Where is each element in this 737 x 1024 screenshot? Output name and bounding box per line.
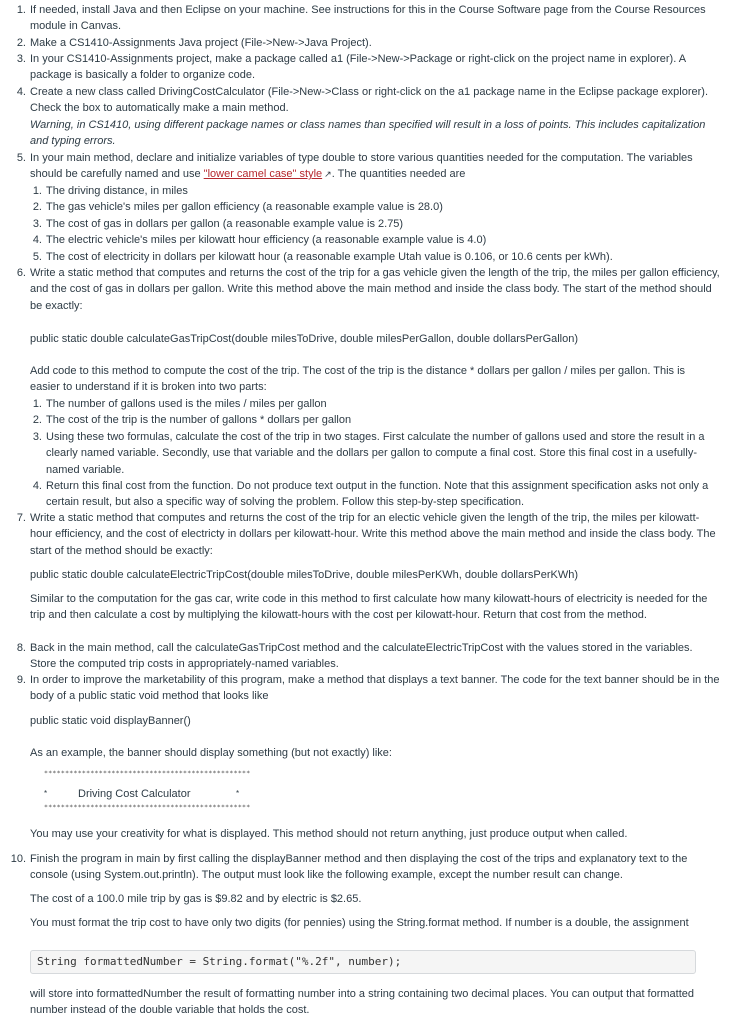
step-number: 9. [16, 674, 26, 686]
item-text: The electric vehicle's miles per kilowatt hour efficiency (a reasonable example value is 4.0) [46, 234, 487, 246]
item-number: 5. [32, 251, 42, 263]
item-number: 3. [32, 431, 42, 443]
list-item [32, 396, 722, 412]
step-10-paragraph-2: will store into formattedNumber the result of formatting number into a string containing two decimal places. You can output that formatted number instead of the double variable that holds the cost. [30, 988, 695, 1017]
warning-note: Warning, in CS1410, using different package names or class names than specified will result in a loss of points. This includes capitalization and typing errors. [30, 119, 706, 148]
example-output: The cost of a 100.0 mile trip by gas is $9.82 and by electric is $2.65. [30, 893, 362, 905]
step-text: Make a CS1410-Assignments Java project (File->New->Java Project). [30, 37, 372, 49]
item-number: 3. [32, 218, 42, 230]
list-item [32, 232, 722, 248]
step-number: 2. [16, 37, 26, 49]
step-number: 3. [16, 53, 26, 65]
list-item [32, 183, 722, 199]
item-number: 1. [32, 185, 42, 197]
step-text-end: . The quantities needed are [331, 168, 466, 181]
step-text: Back in the main method, call the calculateGasTripCost method and the calculateElectricTripCost with the values stored in the variables. Store the computed trip costs in appropriately-named variables. [30, 642, 693, 671]
item-text: The cost of gas in dollars per gallon (a reasonable example value is 2.75) [46, 218, 404, 230]
list-item [32, 199, 722, 215]
step-text: Write a static method that computes and returns the cost of the trip for an electic vehicle given the length of the trip, the miles per kilowatt-hour efficiency, and the cost of electricty in dollars per kilowatt-hour. Write this method above the main method and inside the class body. The start of the method should be exactly: [30, 512, 716, 557]
step-9-paragraph-2: You may use your creativity for what is displayed. This method should not return anything, just produce output when called. [30, 828, 628, 840]
method-signature: public static double calculateGasTripCost(double milesToDrive, double milesPerGallon, double dollarsPerGallon) [30, 333, 579, 345]
step-text: In your CS1410-Assignments project, make a package called a1 (File->New->Package or right-click on the project name in explorer). A package is basically a folder to organize code. [30, 53, 686, 82]
item-text: The cost of electricity in dollars per kilowatt hour (a reasonable example Utah value is 0.106, or 10.6 cents per kWh). [46, 251, 613, 263]
step-6 [16, 265, 720, 314]
item-text: The driving distance, in miles [46, 185, 188, 197]
step-text: In your main method, declare and initialize variables of type double to store various quantities needed for the computation. The variables should be carefully named and use [30, 152, 693, 181]
item-number: 2. [32, 414, 42, 426]
method-signature: public static double calculateElectricTripCost(double milesToDrive, double milesPerKWh, double dollarsPerKWh) [30, 569, 578, 581]
step-number: 10. [10, 853, 26, 865]
item-text: The cost of the trip is the number of gallons * dollars per gallon [46, 414, 352, 426]
list-item [32, 216, 722, 232]
step-number: 4. [16, 86, 26, 98]
step-text: Finish the program in main by first calling the displayBanner method and then displaying the cost of the trips and explanatory text to the console (using System.out.println). The output must look like the following example, except the number result can change. [30, 853, 688, 882]
step-number: 5. [16, 152, 26, 164]
item-text: Return this final cost from the function. Do not produce text output in the function. Note that this assignment specification asks not only a certain result, but also a specific way of solving the problem. Follow this step-by-step specification. [46, 480, 709, 509]
step-number: 7. [16, 512, 26, 524]
lower-camel-case-link[interactable]: "lower camel case" style [203, 168, 323, 181]
step-number: 1. [16, 4, 26, 16]
step-10 [10, 851, 720, 884]
step-9-paragraph: As an example, the banner should display something (but not exactly) like: [30, 747, 392, 759]
step-8 [16, 640, 720, 673]
banner-star-right: * [236, 789, 240, 798]
step-9 [16, 672, 720, 705]
step-10-paragraph: You must format the trip cost to have only two digits (for pennies) using the String.format method. If number is a double, the assignment [30, 917, 689, 929]
item-text: The gas vehicle's miles per gallon efficiency (a reasonable example value is 28.0) [46, 201, 443, 213]
method-signature: public static void displayBanner() [30, 715, 191, 727]
list-item [32, 478, 722, 511]
step-7 [16, 510, 720, 559]
step-text: Write a static method that computes and returns the cost of the trip for a gas vehicle given the length of the trip, the miles per gallon efficiency, and the cost of gas in dollars per gallon. Write this method above the main method and inside the class body. The start of the method should be exactly: [30, 267, 720, 312]
code-block: String formattedNumber = String.format("%.2f", number); [30, 950, 696, 974]
item-text: The number of gallons used is the miles / miles per gallon [46, 398, 327, 410]
step-number: 8. [16, 642, 26, 654]
item-text: Using these two formulas, calculate the cost of the trip in two stages. First calculate the number of gallons used and store the result in a clearly named variable. Secondly, use that variable and the dollars per gallon to compute a final cost. Store this final cost in a usefully-named variable. [46, 431, 705, 476]
step-text: In order to improve the marketability of this program, make a method that displays a text banner. The code for the text banner should be in the body of a public static void method that looks like [30, 674, 720, 703]
item-number: 4. [32, 480, 42, 492]
step-5 [16, 150, 720, 183]
item-number: 2. [32, 201, 42, 213]
step-text: If needed, install Java and then Eclipse on your machine. See instructions for this in the Course Software page from the Course Resources module in Canvas. [30, 4, 706, 33]
step-4 [16, 84, 720, 117]
item-number: 1. [32, 398, 42, 410]
step-2 [16, 35, 720, 51]
banner-border-bottom: ************************************************* [44, 803, 251, 811]
banner-border-top: ************************************************* [44, 769, 251, 777]
list-item [32, 249, 722, 265]
list-item [32, 412, 722, 428]
banner-star-left: * [44, 789, 48, 798]
banner-title: Driving Cost Calculator [78, 788, 191, 800]
list-item [32, 429, 722, 478]
item-number: 4. [32, 234, 42, 246]
step-text: Create a new class called DrivingCostCalculator (File->New->Class or right-click on the a1 package name in the Eclipse package explorer). Check the box to automatically make a main method. [30, 86, 709, 115]
step-7-paragraph: Similar to the computation for the gas car, write code in this method to first calculate how many kilowatt-hours of electricity is needed for the trip and then calculate a cost by multiplying the kilowatt-hours with the cost per kilowatt-hour. Return that cost from the method. [30, 593, 708, 622]
step-6-paragraph: Add code to this method to compute the cost of the trip. The cost of the trip is the distance * dollars per gallon / miles per gallon. This is easier to understand if it is broken into two parts: [30, 365, 686, 394]
step-number: 6. [16, 267, 26, 279]
external-link-icon: ↗ [324, 169, 332, 180]
step-1 [16, 2, 720, 35]
step-3 [16, 51, 720, 84]
